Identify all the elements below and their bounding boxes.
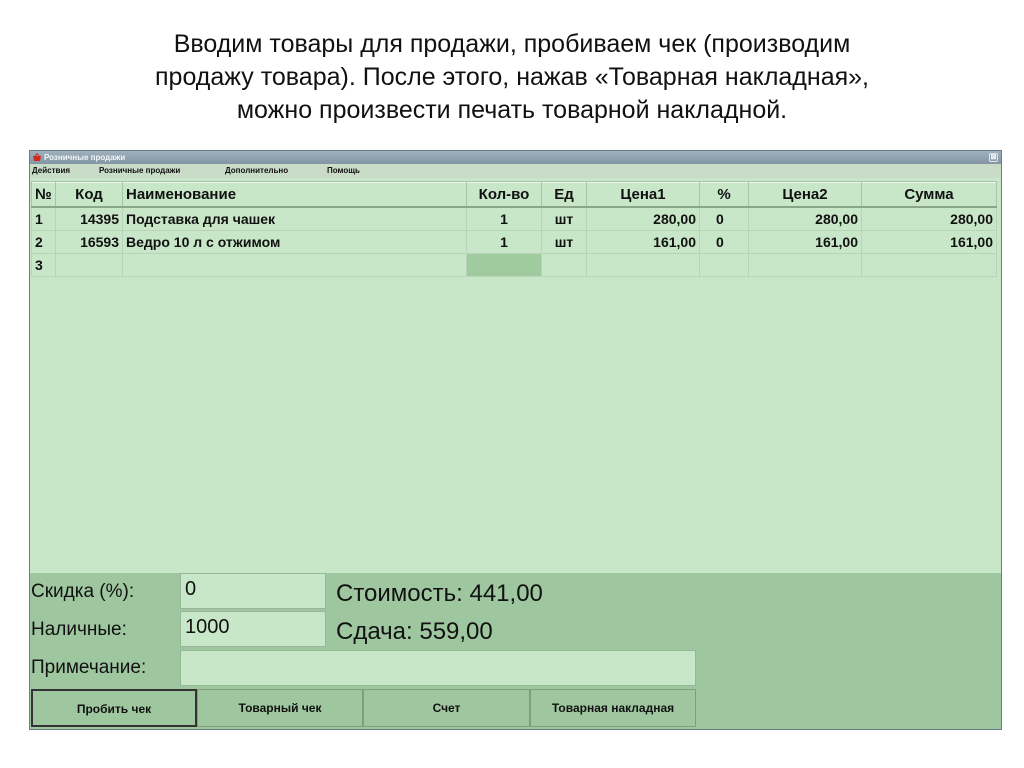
waybill-button[interactable]: Товарная накладная [530,689,696,727]
discount-field[interactable]: 0 [180,573,326,609]
cell-price1[interactable]: 280,00 [587,207,700,231]
cell-sum[interactable]: 280,00 [862,207,997,231]
menu-item-help[interactable]: Помощь [327,166,360,175]
table-row[interactable] [32,254,997,277]
cell-code[interactable]: 14395 [56,207,123,231]
window-title: Розничные продажи [44,153,126,162]
cash-label: Наличные: [31,619,127,640]
slide-heading [60,28,964,127]
cell-price2[interactable]: 280,00 [749,207,862,231]
cell-price2[interactable]: 161,00 [749,231,862,254]
cell-name[interactable] [123,254,467,277]
total-cost: Стоимость: 441,00 [336,580,543,607]
cell-code[interactable]: 16593 [56,231,123,254]
cell-price1[interactable] [587,254,700,277]
cell-name[interactable]: Подставка для чашек [123,207,467,231]
table-row[interactable] [32,207,997,231]
cell-unit[interactable]: шт [542,231,587,254]
column-header-percent[interactable]: % [700,182,749,208]
cell-qty[interactable]: 1 [467,207,542,231]
column-header-price2[interactable]: Цена2 [749,182,862,208]
menu-item-retail-sales[interactable]: Розничные продажи [99,166,181,175]
heading-line: Вводим товары для продажи, пробиваем чек (производим [173,30,851,58]
note-field[interactable] [180,650,696,686]
cell-percent[interactable]: 0 [700,231,749,254]
discount-label: Скидка (%): [31,581,135,602]
invoice-button[interactable]: Счет [363,689,530,727]
shopping-basket-icon [32,153,42,162]
cell-qty[interactable]: 1 [467,231,542,254]
print-receipt-button[interactable]: Пробить чек [31,689,197,727]
note-label: Примечание: [31,657,147,678]
table-header [32,182,997,208]
cell-unit[interactable]: шт [542,207,587,231]
cell-name[interactable]: Ведро 10 л с отжимом [123,231,467,254]
cell-sum[interactable] [862,254,997,277]
column-header-number[interactable]: № [32,182,56,208]
cell-percent[interactable]: 0 [700,207,749,231]
column-header-code[interactable]: Код [56,182,123,208]
cell-number[interactable]: 1 [32,207,56,231]
cell-percent[interactable] [700,254,749,277]
heading-line: можно произвести печать товарной накладной. [236,96,788,124]
column-header-sum[interactable]: Сумма [862,182,997,208]
retail-sales-window [29,150,1002,730]
sales-receipt-button[interactable]: Товарный чек [197,689,363,727]
cell-price1[interactable]: 161,00 [587,231,700,254]
menu-item-additional[interactable]: Дополнительно [225,166,289,175]
cell-qty-editing[interactable] [467,254,542,277]
close-icon[interactable]: ⊠ [990,154,997,161]
column-header-unit[interactable]: Ед [542,182,587,208]
cell-price2[interactable] [749,254,862,277]
cell-number[interactable]: 2 [32,231,56,254]
change-amount: Сдача: 559,00 [336,618,493,645]
cell-sum[interactable]: 161,00 [862,231,997,254]
column-header-qty[interactable]: Кол-во [467,182,542,208]
menu-item-actions[interactable]: Действия [32,166,71,175]
table-row[interactable] [32,231,997,254]
cash-field[interactable]: 1000 [180,611,326,647]
heading-line: продажу товара). После этого, нажав «Товарная накладная», [155,63,869,91]
window-title-bar[interactable] [30,151,1001,164]
cell-unit[interactable] [542,254,587,277]
cell-code[interactable] [56,254,123,277]
sales-table [31,181,997,277]
menu-bar [30,164,1001,178]
column-header-name[interactable]: Наименование [123,182,467,208]
cell-number[interactable]: 3 [32,254,56,277]
column-header-price1[interactable]: Цена1 [587,182,700,208]
